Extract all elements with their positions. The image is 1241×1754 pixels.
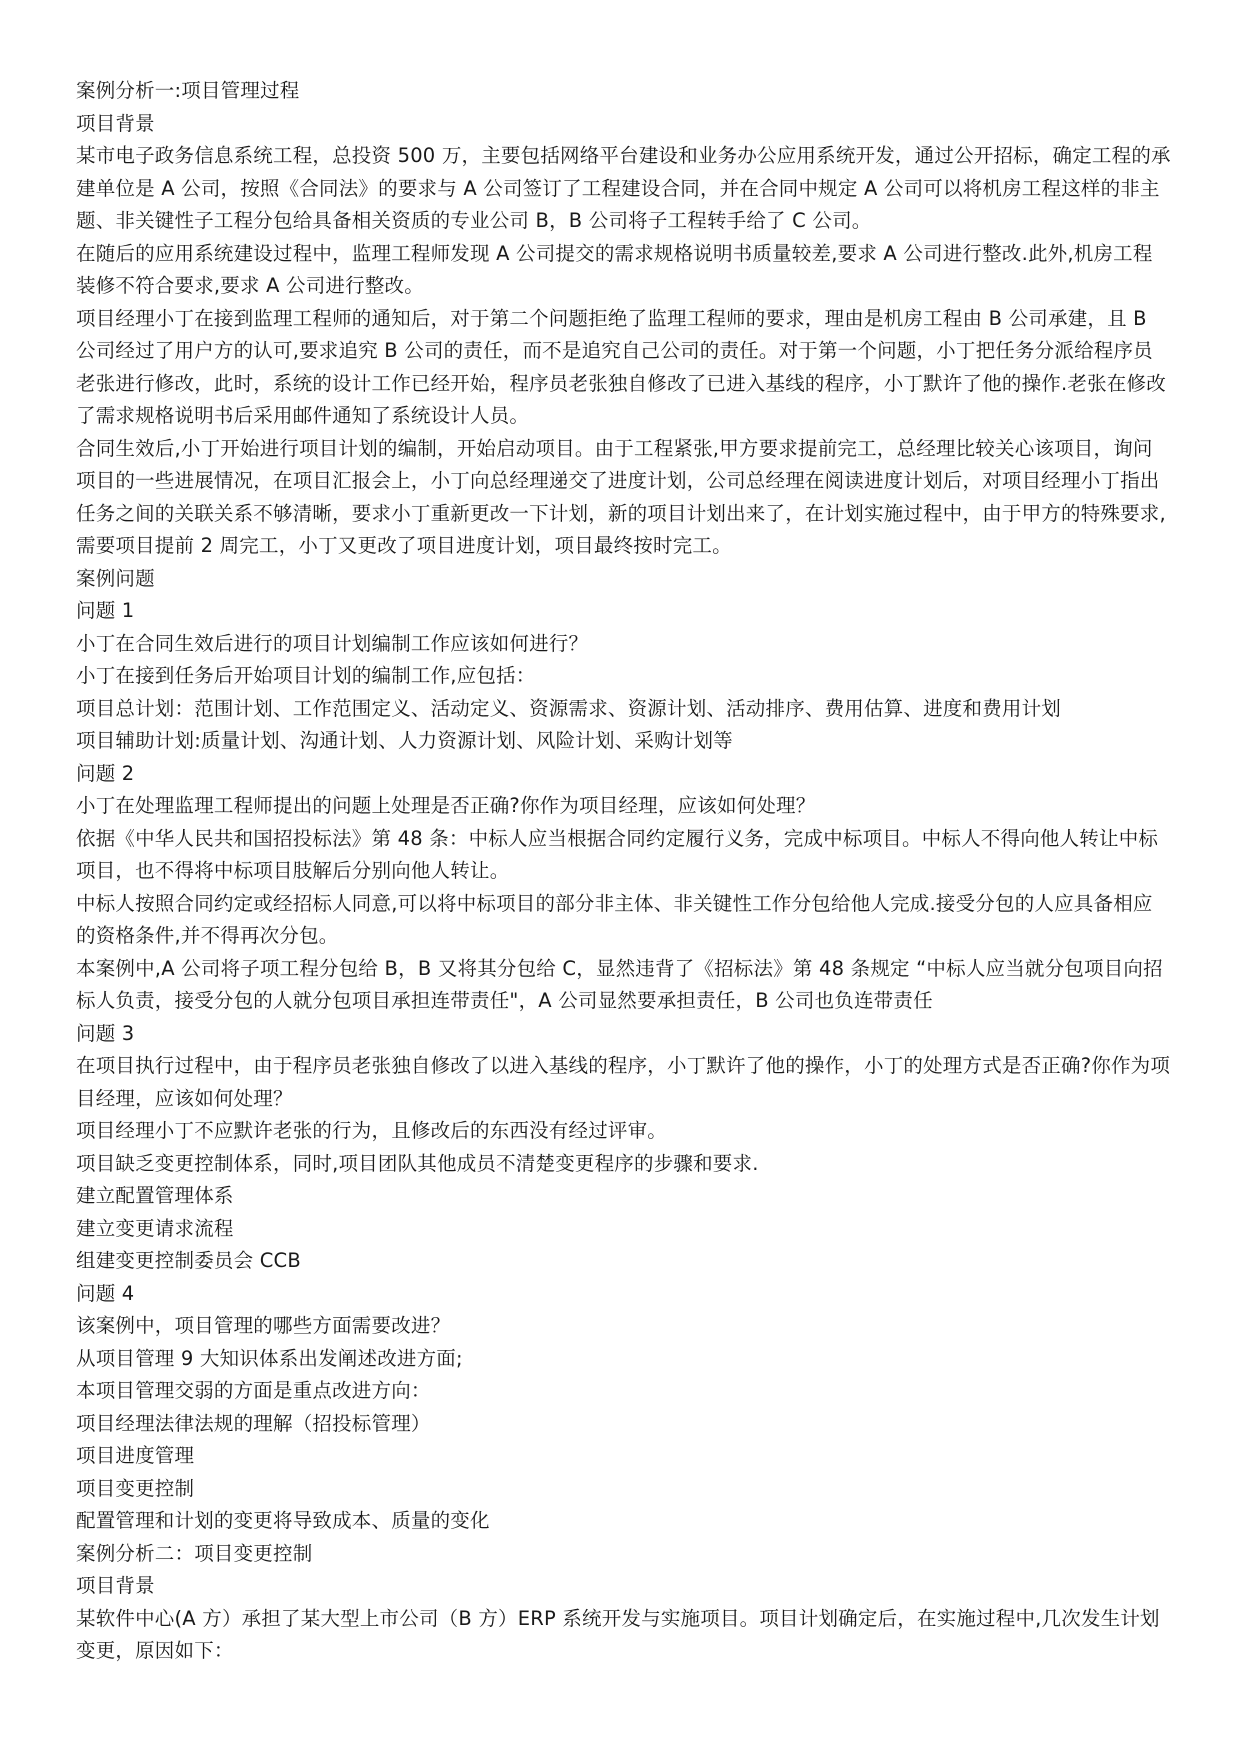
paragraph: 合同生效后,小丁开始进行项目计划的编制，开始启动项目。由于工程紧张,甲方要求提前完工，总经理比较关心该项目，询问项目的一些进展情况，在项目汇报会上，小丁向总经理递交了进度计划，公司总经理在阅读进度计划后，对项目经理小丁指出任务之间的关联关系不够清晰，要求小丁重新更改一下计划，新的项目计划出来了，在计划实施过程中，由于甲方的特殊要求,需要项目提前 2 周完工，小丁又更改了项目进度计划，项目最终按时完工。 [76,436,1166,557]
paragraph: 在随后的应用系统建设过程中，监理工程师发现 A 公司提交的需求规格说明书质量较差,要求 A 公司进行整改.此外,机房工程装修不符合要求,要求 A 公司进行整改。 [76,241,1153,297]
question-heading: 问题 2 [76,761,135,785]
case-2-title: 案例分析二：项目变更控制 [76,1541,313,1565]
question-heading: 问题 4 [76,1281,135,1305]
answer-line: 建立配置管理体系 [76,1184,234,1207]
question-text: 该案例中，项目管理的哪些方面需要改进？ [76,1314,451,1337]
paragraph: 某软件中心(A 方）承担了某大型上市公司（B 方）ERP 系统开发与实施项目。项目计划确定后，在实施过程中,几次发生计划变更，原因如下： [76,1606,1160,1662]
answer-line: 本项目管理交弱的方面是重点改进方向： [76,1379,431,1402]
answer-line: 从项目管理 9 大知识体系出发阐述改进方面; [76,1346,463,1370]
answer-line: 项目辅助计划:质量计划、沟通计划、人力资源计划、风险计划、采购计划等 [76,729,733,752]
question-text: 小丁在合同生效后进行的项目计划编制工作应该如何进行？ [76,631,589,655]
case-1-title: 案例分析一:项目管理过程 [76,79,300,102]
answer-line: 小丁在接到任务后开始项目计划的编制工作,应包括： [76,664,536,687]
section-heading-background: 项目背景 [76,111,155,135]
section-heading-background: 项目背景 [76,1574,155,1597]
section-heading-questions: 案例问题 [76,566,155,590]
answer-line: 组建变更控制委员会 CCB [76,1249,301,1272]
question-text: 小丁在处理监理工程师提出的问题上处理是否正确?你作为项目经理，应该如何处理？ [76,794,816,817]
answer-line: 项目经理法律法规的理解（招投标管理） [76,1411,431,1435]
answer-line: 项目经理小丁不应默许老张的行为，且修改后的东西没有经过评审。 [76,1119,668,1142]
question-text: 在项目执行过程中，由于程序员老张独自修改了以进入基线的程序，小丁默许了他的操作，小丁的处理方式是否正确?你作为项目经理，应该如何处理？ [76,1054,1171,1110]
document-body [76,75,1172,1668]
paragraph: 某市电子政务信息系统工程，总投资 500 万，主要包括网络平台建设和业务办公应用系统开发，通过公开招标，确定工程的承建单位是 A 公司，按照《合同法》的要求与 A 公司签订了工程建设合同，并在合同中规定 A 公司可以将机房工程这样的非主题、非关键性子工程分包给具备相关资质的专业公司 B，B 公司将子工程转手给了 C 公司。 [76,144,1171,232]
answer-line: 依据《中华人民共和国招投标法》第 48 条：中标人应当根据合同约定履行义务，完成中标项目。中标人不得向他人转让中标项目，也不得将中标项目肢解后分别向他人转让。 [76,826,1159,882]
answer-line: 项目总计划：范围计划、工作范围定义、活动定义、资源需求、资源计划、活动排序、费用估算、进度和费用计划 [76,696,1062,720]
question-heading: 问题 3 [76,1021,135,1045]
answer-line: 配置管理和计划的变更将导致成本、质量的变化 [76,1509,490,1532]
answer-line: 项目进度管理 [76,1444,195,1467]
answer-line: 中标人按照合同约定或经招标人同意,可以将中标项目的部分非主体、非关键性工作分包给他人完成.接受分包的人应具备相应的资格条件,并不得再次分包。 [76,891,1153,947]
answer-line: 本案例中,A 公司将子项工程分包给 B，B 又将其分包给 C，显然违背了《招标法》第 48 条规定 “中标人应当就分包项目向招标人负责，接受分包的人就分包项目承担连带责任"，A 公司显然要承担责任，B 公司也负连带责任 [76,956,1163,1012]
answer-line: 建立变更请求流程 [76,1216,234,1240]
question-heading: 问题 1 [76,599,135,622]
paragraph: 项目经理小丁在接到监理工程师的通知后，对于第二个问题拒绝了监理工程师的要求，理由是机房工程由 B 公司承建，且 B 公司经过了用户方的认可,要求追究 B 公司的责任，而不是追究自己公司的责任。对于第一个问题，小丁把任务分派给程序员老张进行修改，此时，系统的设计工作已经开始，程序员老张独自修改了已进入基线的程序，小丁默许了他的操作.老张在修改了需求规格说明书后采用邮件通知了系统设计人员。 [76,306,1166,427]
answer-line: 项目变更控制 [76,1476,195,1500]
answer-line: 项目缺乏变更控制体系，同时,项目团队其他成员不清楚变更程序的步骤和要求. [76,1151,759,1175]
